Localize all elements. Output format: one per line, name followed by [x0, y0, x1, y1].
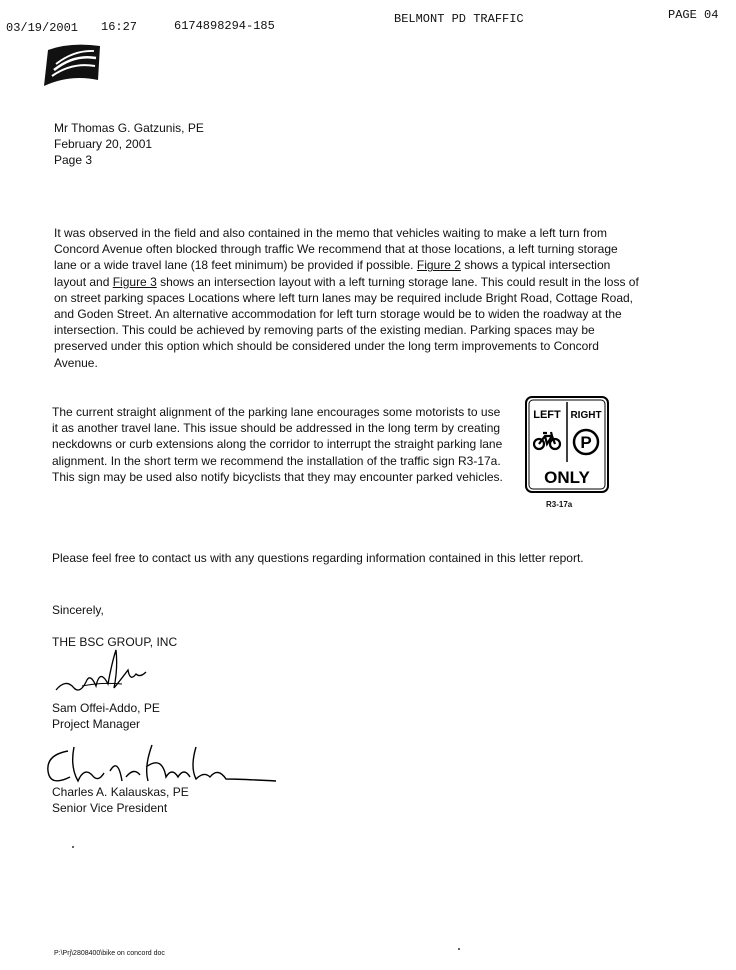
signatory-1-name: Sam Offei-Addo, PE: [52, 701, 160, 715]
fax-phone: 6174898294-185: [174, 19, 275, 33]
speck: [458, 948, 460, 950]
recipient-block: [54, 120, 204, 169]
signature-sam-offei-addo: [52, 648, 172, 708]
signatory-1: [52, 700, 160, 732]
sign-right-label: RIGHT: [570, 410, 602, 421]
sign-left-label: LEFT: [533, 409, 561, 421]
signatory-2-title: Senior Vice President: [52, 801, 168, 816]
fax-page-number: PAGE 04: [668, 8, 719, 22]
file-path-footer: P:\Prj\2808400\bike on concord doc: [54, 950, 165, 957]
figure-3-reference: Figure 3: [112, 274, 157, 289]
paragraph-parking-lane: The current straight alignment of the parking lane encourages some motorists to use it as another travel lane. This issue should be addressed in the long term by creating neckdowns or curb extensions along the corridor to interrupt the straight parking lane alignment. In the short term we recommend the installation of the traffic sign R3-17a. This sign may be used also notify bicyclists that they may encounter parked vehicles.: [52, 405, 503, 484]
paragraph-text: It was observed in the field and also contained in the memo that vehicles waiting to make a left turn from Concord Avenue often blocked through traffic We recommend that at those locations, a left turning storage lane or a wide travel lane (18 feet minimum) be provided if possible.: [54, 226, 618, 273]
fax-date: 03/19/2001: [6, 21, 79, 35]
signatory-2-name: Charles A. Kalauskas, PE: [52, 785, 189, 799]
paragraph-contact: Please feel free to contact us with any questions regarding information contained in this letter report.: [52, 551, 584, 565]
letter-date: February 20, 2001: [54, 137, 153, 152]
recipient-name: Mr Thomas G. Gatzunis, PE: [54, 121, 204, 135]
figure-2-reference: Figure 2: [416, 258, 461, 273]
fax-header: [6, 8, 734, 36]
signatory-2: [52, 784, 189, 816]
signatory-1-title: Project Manager: [52, 717, 141, 732]
bsc-logo-icon: [40, 40, 102, 88]
paragraph-text: shows a typical intersection layout and: [54, 258, 611, 289]
traffic-sign-r3-17a: [525, 396, 609, 493]
sign-only-label: ONLY: [544, 468, 590, 487]
paragraph-turn-lanes: [54, 225, 639, 371]
sign-code-caption: R3-17a: [546, 500, 573, 509]
paragraph-text: shows an intersection layout with a left turning storage lane. This could result in the loss of on street parking spaces Locations where left turn lanes may be required include Bright Road, Cottage Road, and Goden Street. An alternative accommodation for left turn storage would be to widen the roadway at the intersection. This could be achieved by removing parts of the existing median. Parking spaces may be preserved under this option which should be considered under the long term improvements to Concord Avenue.: [54, 274, 639, 370]
fax-station: BELMONT PD TRAFFIC: [394, 12, 524, 26]
closing: Sincerely,: [52, 603, 104, 617]
letter-page: Page 3: [54, 153, 93, 168]
sign-parking-letter: P: [580, 433, 592, 452]
speck: [72, 846, 74, 848]
fax-time: 16:27: [101, 20, 138, 34]
firm-name: THE BSC GROUP, INC: [52, 635, 178, 649]
